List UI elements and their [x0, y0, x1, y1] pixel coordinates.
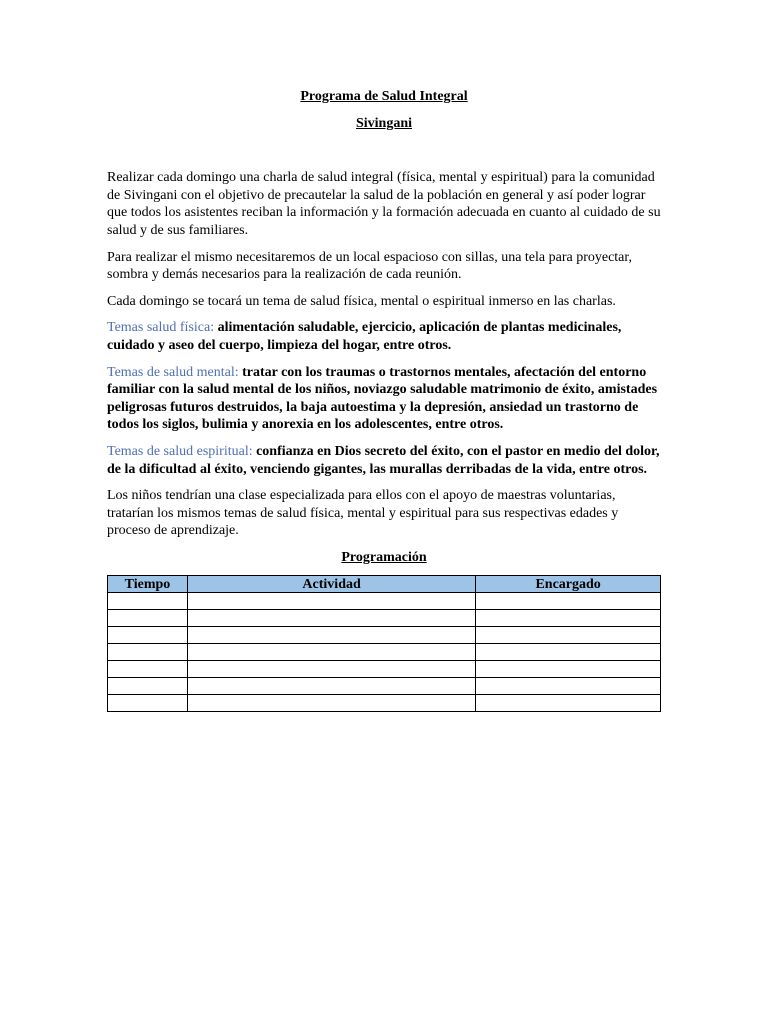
document-subtitle: Sivingani [355, 115, 413, 131]
table-cell [187, 610, 475, 627]
table-row [108, 627, 661, 644]
table-row [108, 678, 661, 695]
physical-health-text: alimentación saludable, ejercicio, aplicación de plantas medicinales, cuidado y aseo del cuerpo, limpieza del hogar, entre otros. [107, 320, 622, 353]
table-cell [187, 695, 475, 712]
table-cell [476, 610, 661, 627]
column-header-encargado: Encargado [476, 576, 661, 593]
children-paragraph: Los niños tendrían una clase especializada para ellos con el apoyo de maestras voluntarias, tratarían los mismos temas de salud física, mental y espiritual para sus respectivas edades y proceso de aprendizaje. [107, 488, 619, 539]
table-cell [476, 644, 661, 661]
physical-health-topics [107, 319, 661, 354]
mental-health-label: Temas de salud mental: [107, 364, 239, 380]
table-row [108, 661, 661, 678]
column-header-tiempo: Tiempo [108, 576, 188, 593]
table-cell [108, 695, 188, 712]
table-cell [187, 627, 475, 644]
sunday-topics-paragraph: Cada domingo se tocará un tema de salud física, mental o espiritual inmerso en las charlas. [107, 293, 616, 309]
mental-health-text: tratar con los traumas o trastornos mentales, afectación del entorno familiar con la salud mental de los niños, noviazgo saludable matrimonio de éxito, amistades peligrosas futuros destruidos, la baja autoestima y la depresión, ansiedad un trastorno de todos los siglos, bulimia y anorexia en los adolescentes, entre otros. [107, 364, 658, 433]
table-cell [108, 627, 188, 644]
table-cell [187, 593, 475, 610]
table-cell [187, 678, 475, 695]
mental-health-topics [107, 364, 661, 434]
table-cell [108, 678, 188, 695]
table-cell [187, 644, 475, 661]
table-cell [476, 593, 661, 610]
table-cell [476, 627, 661, 644]
table-cell [108, 644, 188, 661]
table-row [108, 695, 661, 712]
intro-paragraph: Realizar cada domingo una charla de salud integral (física, mental y espiritual) para la comunidad de Sivingani con el objetivo de precautelar la salud de la población en general y así poder lograr que todos los asistentes reciban la información y la formación adecuada en cuanto al cuidado de su salud y de sus familiares. [107, 170, 661, 238]
table-cell [476, 678, 661, 695]
physical-health-label: Temas salud física: [107, 320, 215, 336]
table-row [108, 644, 661, 661]
document-page [107, 88, 661, 712]
document-title: Programa de Salud Integral [300, 89, 468, 104]
spiritual-health-topics [107, 443, 661, 478]
spiritual-health-text: confianza en Dios secreto del éxito, con el pastor en medio del dolor, de la dificultad al éxito, venciendo gigantes, las murallas derribadas de la vida, entre otros. [107, 443, 660, 477]
table-cell [187, 661, 475, 678]
table-cell [108, 610, 188, 627]
table-cell [476, 661, 661, 678]
table-row [108, 593, 661, 610]
table-row [108, 610, 661, 627]
schedule-table [107, 575, 661, 712]
table-cell [108, 593, 188, 610]
column-header-actividad: Actividad [187, 576, 475, 593]
table-cell [108, 661, 188, 678]
schedule-header-row [108, 576, 661, 593]
requirements-paragraph: Para realizar el mismo necesitaremos de un local espacioso con sillas, una tela para proyectar, sombra y demás necesarios para la realización de cada reunión. [107, 249, 632, 283]
table-cell [476, 695, 661, 712]
schedule-title: Programación [341, 549, 427, 565]
spiritual-health-label: Temas de salud espiritual: [107, 443, 253, 459]
